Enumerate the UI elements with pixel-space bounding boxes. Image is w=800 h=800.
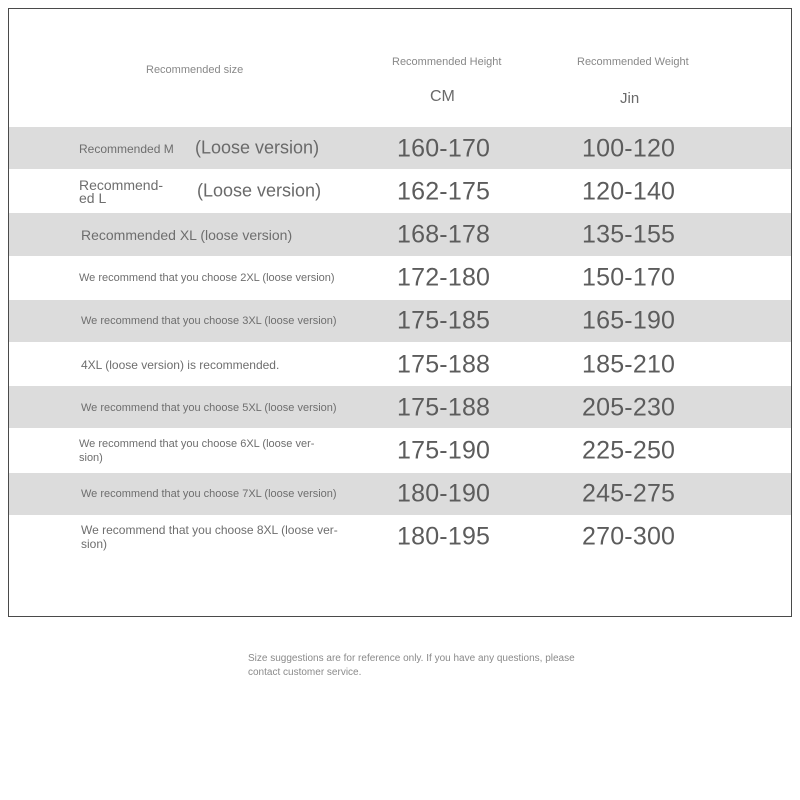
- table-row: [9, 429, 791, 472]
- size-label: We recommend that you choose 3XL (loose version): [81, 315, 337, 328]
- height-range: 180-190: [397, 479, 491, 508]
- table-row: [9, 300, 791, 343]
- weight-range: 225-250: [582, 436, 676, 465]
- size-label: Recommend- ed L: [79, 176, 164, 206]
- header-height: Recommended Height: [392, 56, 502, 68]
- height-range: 175-188: [397, 393, 491, 422]
- weight-range: 120-140: [582, 177, 676, 206]
- height-unit: CM: [430, 88, 455, 105]
- weight-range: 245-275: [582, 479, 676, 508]
- weight-range: 100-120: [582, 134, 676, 163]
- size-rows: [9, 127, 791, 559]
- height-range: 162-175: [397, 177, 491, 206]
- table-row: [9, 213, 791, 256]
- header-size: Recommended size: [146, 64, 244, 76]
- size-chart-table: [8, 8, 792, 617]
- table-row: [9, 257, 791, 300]
- fit-label: (Loose version): [195, 137, 320, 158]
- height-range: 168-178: [397, 220, 491, 249]
- header-weight: Recommended Weight: [577, 56, 689, 68]
- height-range: 175-185: [397, 306, 491, 335]
- size-label: We recommend that you choose 2XL (loose version): [79, 272, 335, 285]
- size-label: Recommended XL (loose version): [81, 226, 293, 243]
- fit-label: (Loose version): [197, 180, 322, 201]
- height-range: 180-195: [397, 522, 491, 551]
- weight-range: 135-155: [582, 220, 676, 249]
- table-row: [9, 170, 791, 213]
- height-range: 175-190: [397, 436, 491, 465]
- size-label: We recommend that you choose 6XL (loose ver- sion): [79, 437, 315, 464]
- table-row: [9, 473, 791, 516]
- size-label: Recommended M: [79, 141, 174, 156]
- size-label: 4XL (loose version) is recommended.: [81, 357, 280, 372]
- table-row: [9, 386, 791, 429]
- height-range: 175-188: [397, 350, 491, 379]
- weight-range: 205-230: [582, 393, 676, 422]
- weight-range: 185-210: [582, 350, 676, 379]
- height-range: 160-170: [397, 134, 491, 163]
- size-label: We recommend that you choose 8XL (loose ver- sion): [81, 523, 338, 552]
- size-label: We recommend that you choose 5XL (loose version): [81, 401, 337, 414]
- size-label: We recommend that you choose 7XL (loose version): [81, 488, 337, 501]
- table-row: [9, 516, 791, 559]
- weight-range: 270-300: [582, 522, 676, 551]
- height-range: 172-180: [397, 263, 491, 292]
- weight-range: 165-190: [582, 306, 676, 335]
- table-row: [9, 127, 791, 170]
- reference-footnote: Size suggestions are for reference only. If you have any questions, please contact customer service.: [248, 653, 575, 678]
- table-row: [9, 343, 791, 386]
- weight-range: 150-170: [582, 263, 676, 292]
- weight-unit: Jin: [620, 90, 640, 107]
